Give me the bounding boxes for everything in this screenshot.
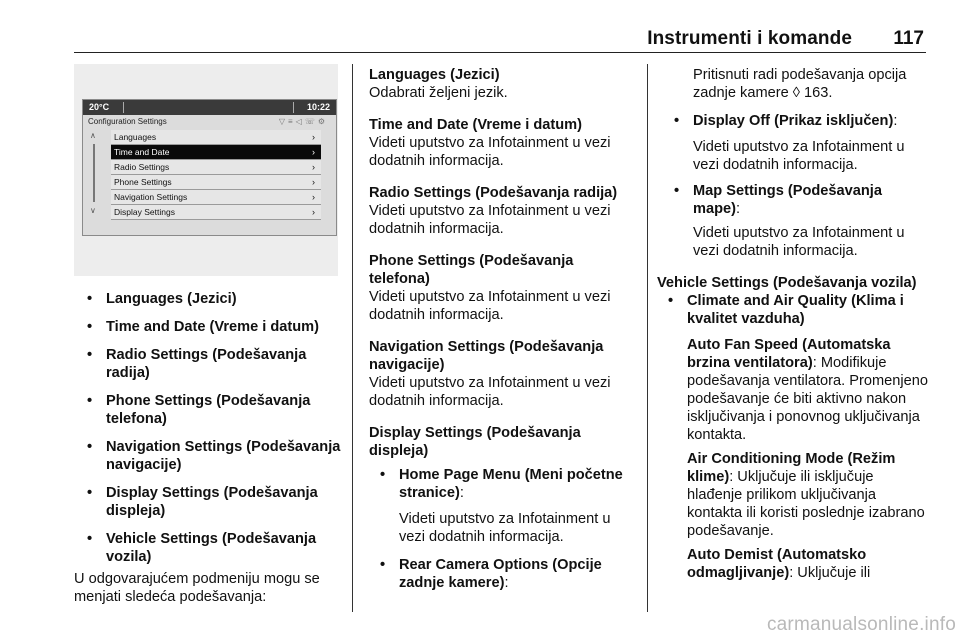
bullet: • xyxy=(674,183,680,199)
chevron-down-icon: ∨ xyxy=(90,206,96,215)
colon: : xyxy=(789,565,798,581)
sub-item-label: Climate and Air Quality (Klima i kvalitet vazduha) xyxy=(687,293,904,327)
list-item: • Languages (Jezici) xyxy=(74,290,342,308)
chevron-right-icon: › xyxy=(312,132,315,142)
section-navigation-settings xyxy=(369,338,635,410)
menu-item-label: Phone Settings xyxy=(114,177,172,187)
section-heading: Display Settings (Podešavanja displeja) xyxy=(369,425,581,459)
sub-item-climate xyxy=(663,292,929,328)
option-label: Air Conditioning Mode (Režim klime) xyxy=(687,451,896,485)
sub-item-home-page-menu xyxy=(369,466,635,502)
column-divider xyxy=(647,64,648,612)
chevron-right-icon: › xyxy=(312,192,315,202)
column-middle xyxy=(369,66,635,592)
list-item: • Display Settings (Podešavanja displeja) xyxy=(74,484,342,520)
bullet: • xyxy=(668,293,674,309)
option-label: Auto Fan Speed (Automatska brzina ventilatora) xyxy=(687,337,891,371)
page-number: 117 xyxy=(893,28,924,49)
sub-item-label: Home Page Menu (Meni početne stranice) xyxy=(399,467,623,501)
volume-icon: ◁ xyxy=(295,117,305,126)
sub-item-label: Map Settings (Podešavanja mape) xyxy=(693,183,882,217)
page-header xyxy=(74,22,924,50)
screen-status-bar xyxy=(83,100,336,115)
colon: : xyxy=(459,485,464,501)
scrollbar xyxy=(93,144,95,202)
section-heading: Vehicle Settings (Podešavanja vozila) xyxy=(657,275,917,291)
menu-item-label: Radio Settings xyxy=(114,162,170,172)
menu-item-label: Time and Date xyxy=(114,147,170,157)
menu-item-radio-settings[interactable] xyxy=(111,160,321,175)
settings-icon: ⚙ xyxy=(317,117,328,126)
settings-list xyxy=(74,290,342,566)
section-languages xyxy=(369,66,635,102)
header-rule xyxy=(74,52,926,53)
chevron-right-icon: › xyxy=(312,177,315,187)
bullet: • xyxy=(380,467,386,483)
status-icons xyxy=(279,117,328,126)
divider xyxy=(123,102,124,113)
infotainment-screen xyxy=(82,99,337,236)
menu-item-languages[interactable] xyxy=(111,130,321,145)
sub-item-body: Pritisnuti radi podešavanja opcija zadnje kamere ◊ 163. xyxy=(693,67,907,101)
sub-item-body xyxy=(663,546,929,582)
watermark: carmanualsonline.info xyxy=(766,614,956,635)
colon: : xyxy=(504,575,509,591)
menu-item-display-settings[interactable] xyxy=(111,205,321,220)
list-item: • Vehicle Settings (Podešavanja vozila) xyxy=(74,530,342,566)
sub-item-body xyxy=(663,336,929,444)
closing-paragraph: U odgovarajućem podmeniju mogu se menjati sledeća podešavanja: xyxy=(74,571,320,605)
sub-item-body: Videti uputstvo za Infotainment u vezi dodatnih informacija. xyxy=(693,225,905,259)
colon: : xyxy=(735,201,741,217)
sub-item-rear-camera xyxy=(369,556,635,592)
list-item: • Time and Date (Vreme i datum) xyxy=(74,318,342,336)
colon: : xyxy=(893,113,898,129)
sub-item-label: Display Off (Prikaz isključen) xyxy=(693,113,894,129)
section-time-and-date xyxy=(369,116,635,170)
sub-item-body xyxy=(663,450,929,540)
section-body: Videti uputstvo za Infotainment u vezi dodatnih informacija. xyxy=(369,375,611,409)
menu-item-label: Display Settings xyxy=(114,207,175,217)
signal-icon: ≡ xyxy=(287,117,296,126)
temperature-readout: 20°C xyxy=(89,102,110,112)
sub-item-display-off xyxy=(663,112,929,130)
option-description: Modifikuje podešavanja ventilatora. Promenjeno podešavanje će biti aktivno nakon isključivanja i ponovnog uključivanja kontakta. xyxy=(687,355,928,443)
section-phone-settings xyxy=(369,252,635,324)
sub-item-body: Videti uputstvo za Infotainment u vezi dodatnih informacija. xyxy=(399,511,611,545)
sub-item-map-settings xyxy=(663,182,929,218)
column-right xyxy=(657,66,929,582)
section-heading: Phone Settings (Podešavanja telefona) xyxy=(369,253,574,287)
bullet: • xyxy=(380,557,386,573)
wifi-icon: ▽ xyxy=(278,117,288,126)
list-item: • Radio Settings (Podešavanja radija) xyxy=(74,346,342,382)
chevron-up-icon: ∧ xyxy=(90,131,96,140)
section-body: Videti uputstvo za Infotainment u vezi dodatnih informacija. xyxy=(369,135,611,169)
settings-menu xyxy=(111,130,321,220)
bullet: • xyxy=(674,113,680,129)
phone-icon: ☏ xyxy=(304,117,318,126)
column-left xyxy=(74,290,342,606)
section-radio-settings xyxy=(369,184,635,238)
colon: : xyxy=(729,469,738,485)
section-body: Odabrati željeni jezik. xyxy=(369,85,508,101)
option-label: Auto Demist (Automatsko odmagljivanje) xyxy=(687,547,867,581)
menu-item-phone-settings[interactable] xyxy=(111,175,321,190)
list-item: • Navigation Settings (Podešavanja navigacije) xyxy=(74,438,342,474)
menu-item-label: Languages xyxy=(114,132,157,142)
section-heading: Navigation Settings (Podešavanja navigacije) xyxy=(369,339,604,373)
chevron-right-icon: › xyxy=(312,207,315,217)
option-description: Uključuje ili xyxy=(797,565,871,581)
section-body: Videti uputstvo za Infotainment u vezi dodatnih informacija. xyxy=(369,203,611,237)
menu-item-navigation-settings[interactable] xyxy=(111,190,321,205)
divider xyxy=(293,102,294,113)
section-heading: Languages (Jezici) xyxy=(369,67,500,83)
menu-item-time-and-date[interactable] xyxy=(111,145,321,160)
menu-item-label: Navigation Settings xyxy=(114,192,188,202)
section-display-settings xyxy=(369,424,635,592)
section-body: Videti uputstvo za Infotainment u vezi dodatnih informacija. xyxy=(369,289,611,323)
chevron-right-icon: › xyxy=(312,162,315,172)
clock-readout: 10:22 xyxy=(306,102,330,112)
list-item: • Phone Settings (Podešavanja telefona) xyxy=(74,392,342,428)
option-description: Uključuje ili isključuje hlađenje prilikom uključivanja kontakta ili koristi poslednje izabrano podešavanje. xyxy=(687,469,925,539)
section-heading: Radio Settings (Podešavanja radija) xyxy=(369,185,618,201)
sub-item-label: Rear Camera Options (Opcije zadnje kamere) xyxy=(399,557,602,591)
chevron-right-icon: › xyxy=(312,147,315,157)
screen-title: Configuration Settings xyxy=(88,117,167,126)
page-title: Instrumenti i komande xyxy=(647,28,852,49)
section-heading: Time and Date (Vreme i datum) xyxy=(369,117,583,133)
sub-item-body: Videti uputstvo za Infotainment u vezi dodatnih informacija. xyxy=(693,139,905,173)
column-divider xyxy=(352,64,353,612)
colon: : xyxy=(812,355,821,371)
